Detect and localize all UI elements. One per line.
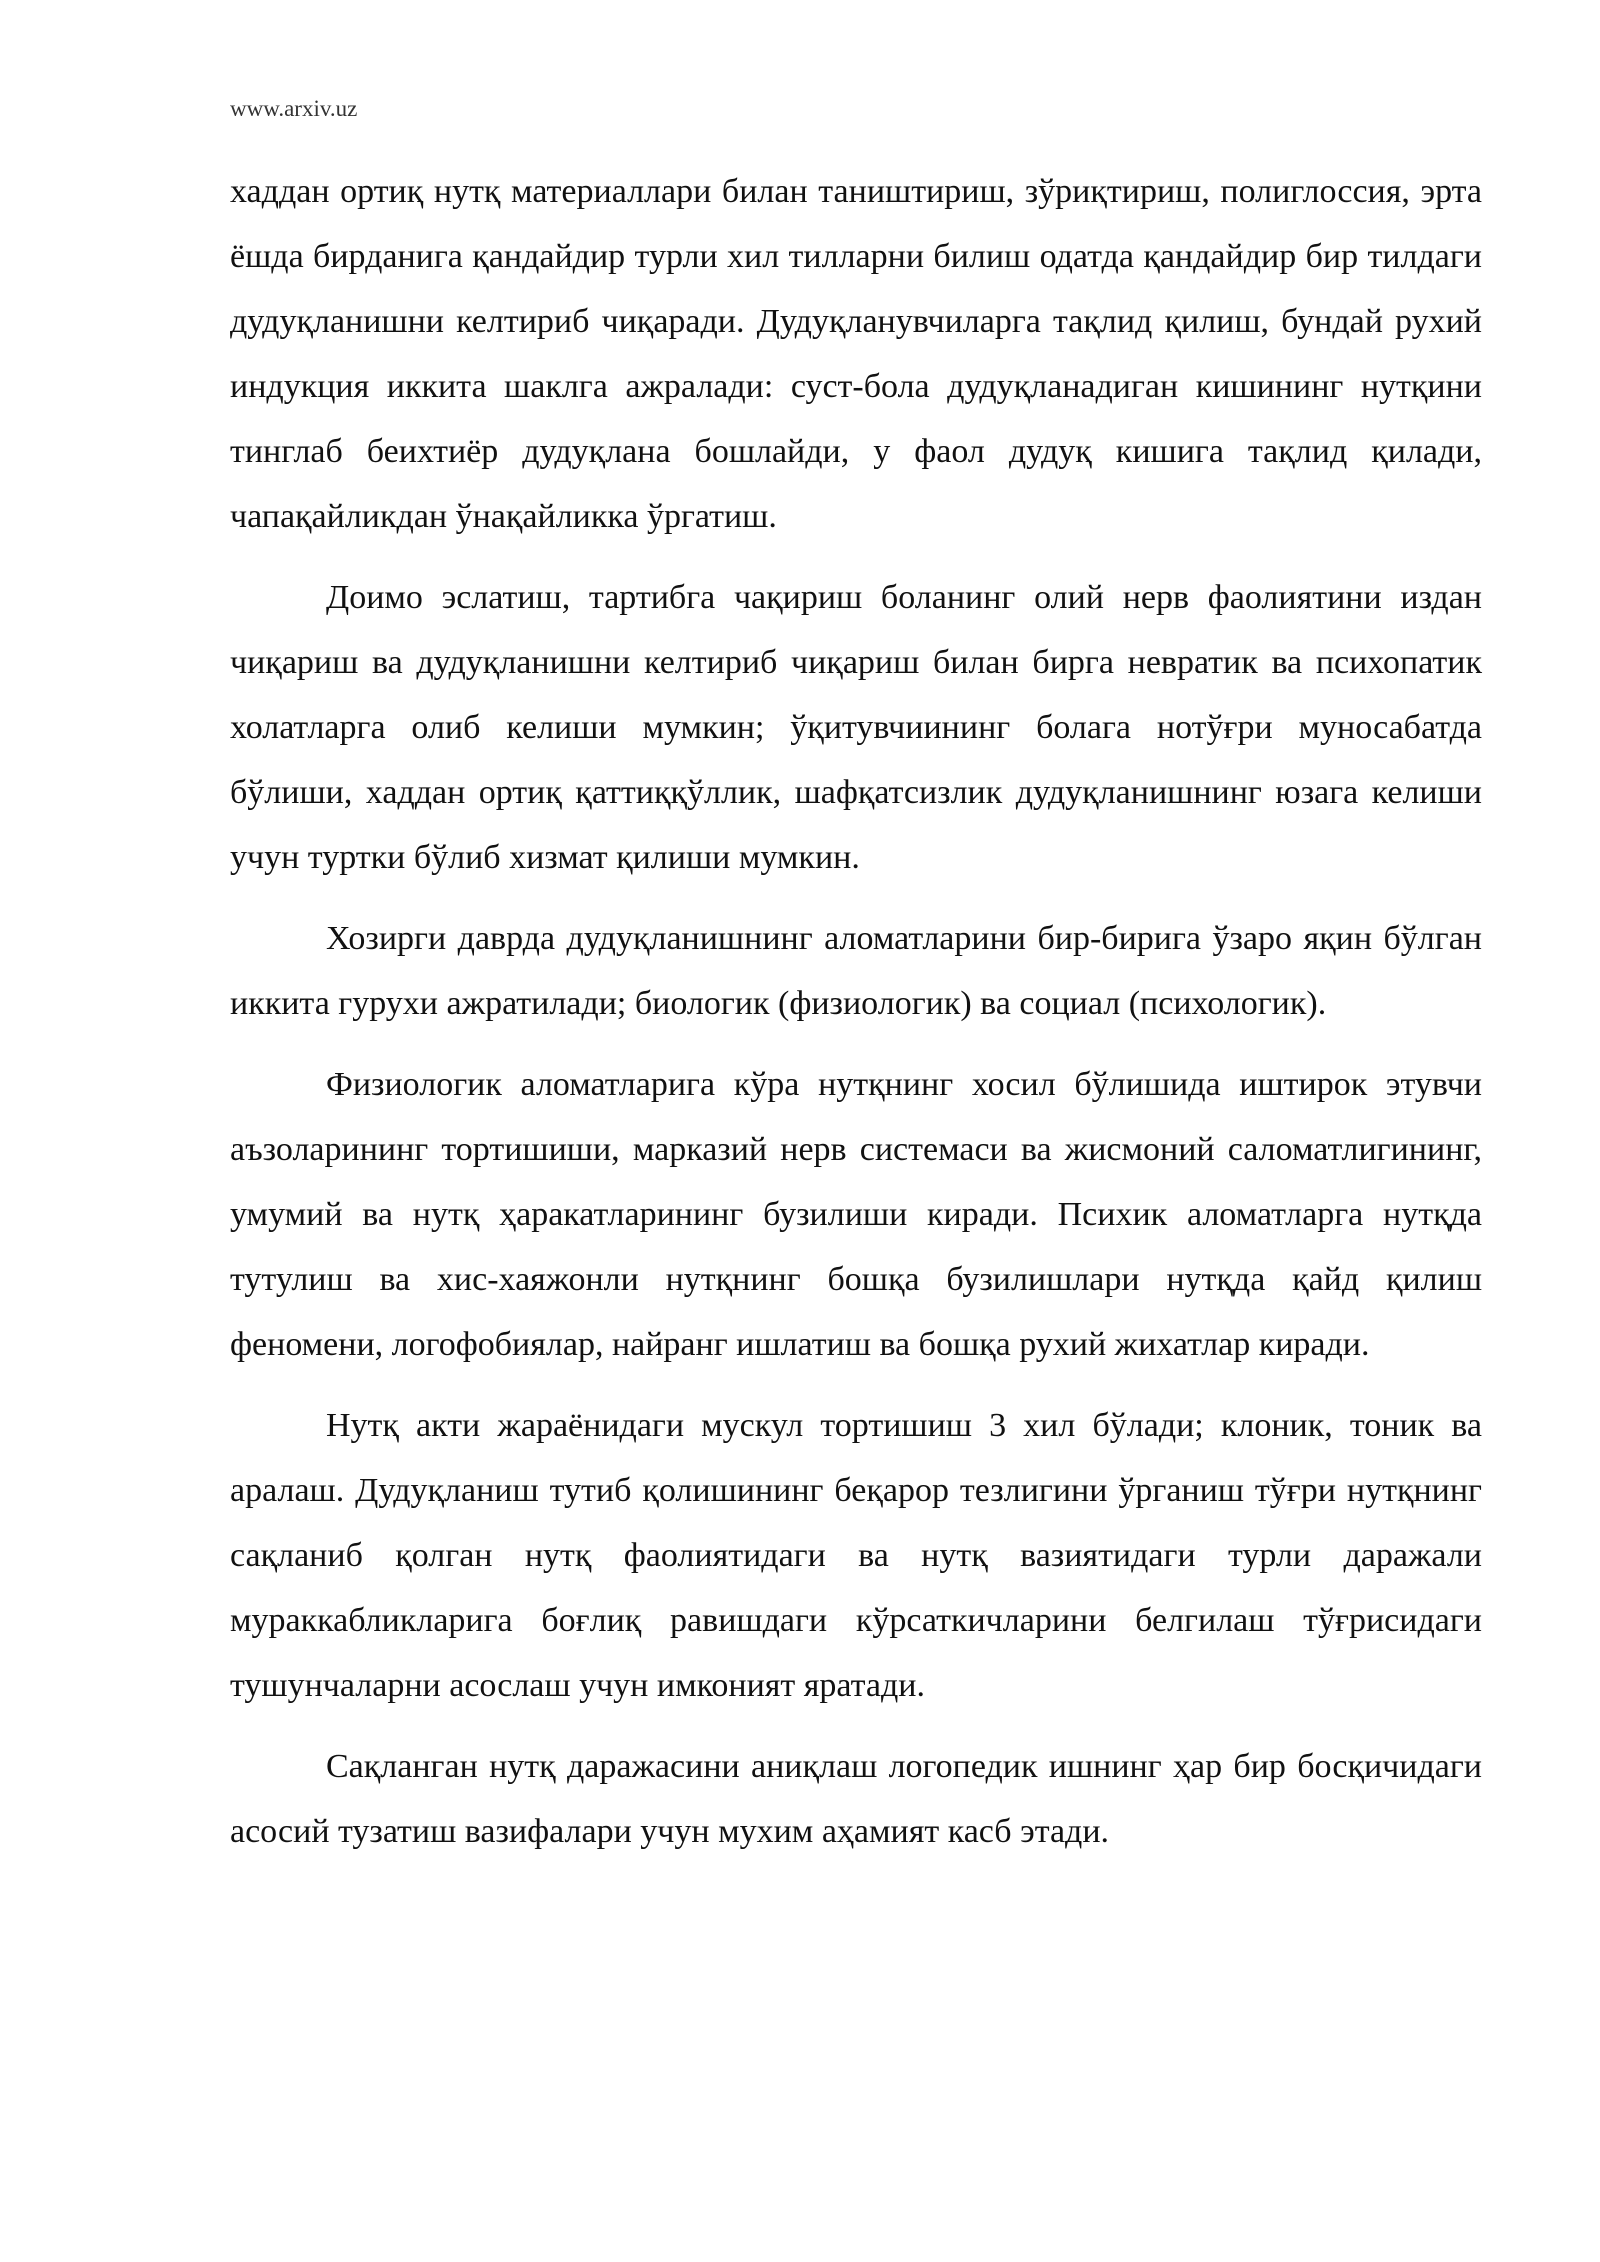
paragraph-3: Хозирги даврда дудуқланишнинг аломатларини бир-бирига ўзаро яқин бўлган иккита гурухи ажратилади; биологик (физиологик) ва социал (психологик).: [230, 920, 1482, 1022]
paragraph-5: Нутқ акти жараёнидаги мускул тортишиш 3 хил бўлади; клоник, тоник ва аралаш. Дудуқланиш тутиб қолишининг беқарор тезлигини ўрганиш тўғри нутқнинг сақланиб қолган нутқ фаолиятидаги ва нутқ вазиятидаги турли даражали мураккабликларига боғлиқ равишдаги кўрсаткичларини белгилаш тўғрисидаги тушунчаларни асослаш учун имконият яратади.: [230, 1407, 1482, 1704]
body-text: [230, 159, 1482, 1880]
paragraph-1: хаддан ортиқ нутқ материаллари билан таништириш, зўриқтириш, полиглоссия, эрта ёшда бирданига қандайдир турли хил тилларни билиш одатда қандайдир бир тилдаги дудуқланишни келтириб чиқаради. Дудуқланувчиларга тақлид қилиш, бундай рухий индукция иккита шаклга ажралади: суст-бола дудуқланадиган кишининг нутқини тинглаб беихтиёр дудуқлана бошлайди, у фаол дудуқ кишига тақлид қилади, чапақайликдан ўнақайликка ўргатиш.: [230, 173, 1482, 535]
paragraph-4: Физиологик аломатларига кўра нутқнинг хосил бўлишида иштирок этувчи аъзоларининг тортишиши, марказий нерв системаси ва жисмоний саломатлигининг, умумий ва нутқ ҳаракатларининг бузилиши киради. Психик аломатларга нутқда тутулиш ва хис-хаяжонли нутқнинг бошқа бузилишлари нутқда қайд қилиш феномени, логофобиялар, найранг ишлатиш ва бошқа рухий жихатлар киради.: [230, 1066, 1482, 1363]
page-header-site: www.arxiv.uz: [230, 96, 358, 121]
paragraph-6: Сақланган нутқ даражасини аниқлаш логопедик ишнинг ҳар бир босқичидаги асосий тузатиш вазифалари учун мухим аҳамият касб этади.: [230, 1748, 1482, 1850]
paragraph-2: Доимо эслатиш, тартибга чақириш боланинг олий нерв фаолиятини издан чиқариш ва дудуқланишни келтириб чиқариш билан бирга невратик ва психопатик холатларга олиб келиши мумкин; ўқитувчиининг болага нотўғри муносабатда бўлиши, хаддан ортиқ қаттиққўллик, шафқатсизлик дудуқланишнинг юзага келиши учун туртки бўлиб хизмат қилиши мумкин.: [230, 579, 1482, 876]
